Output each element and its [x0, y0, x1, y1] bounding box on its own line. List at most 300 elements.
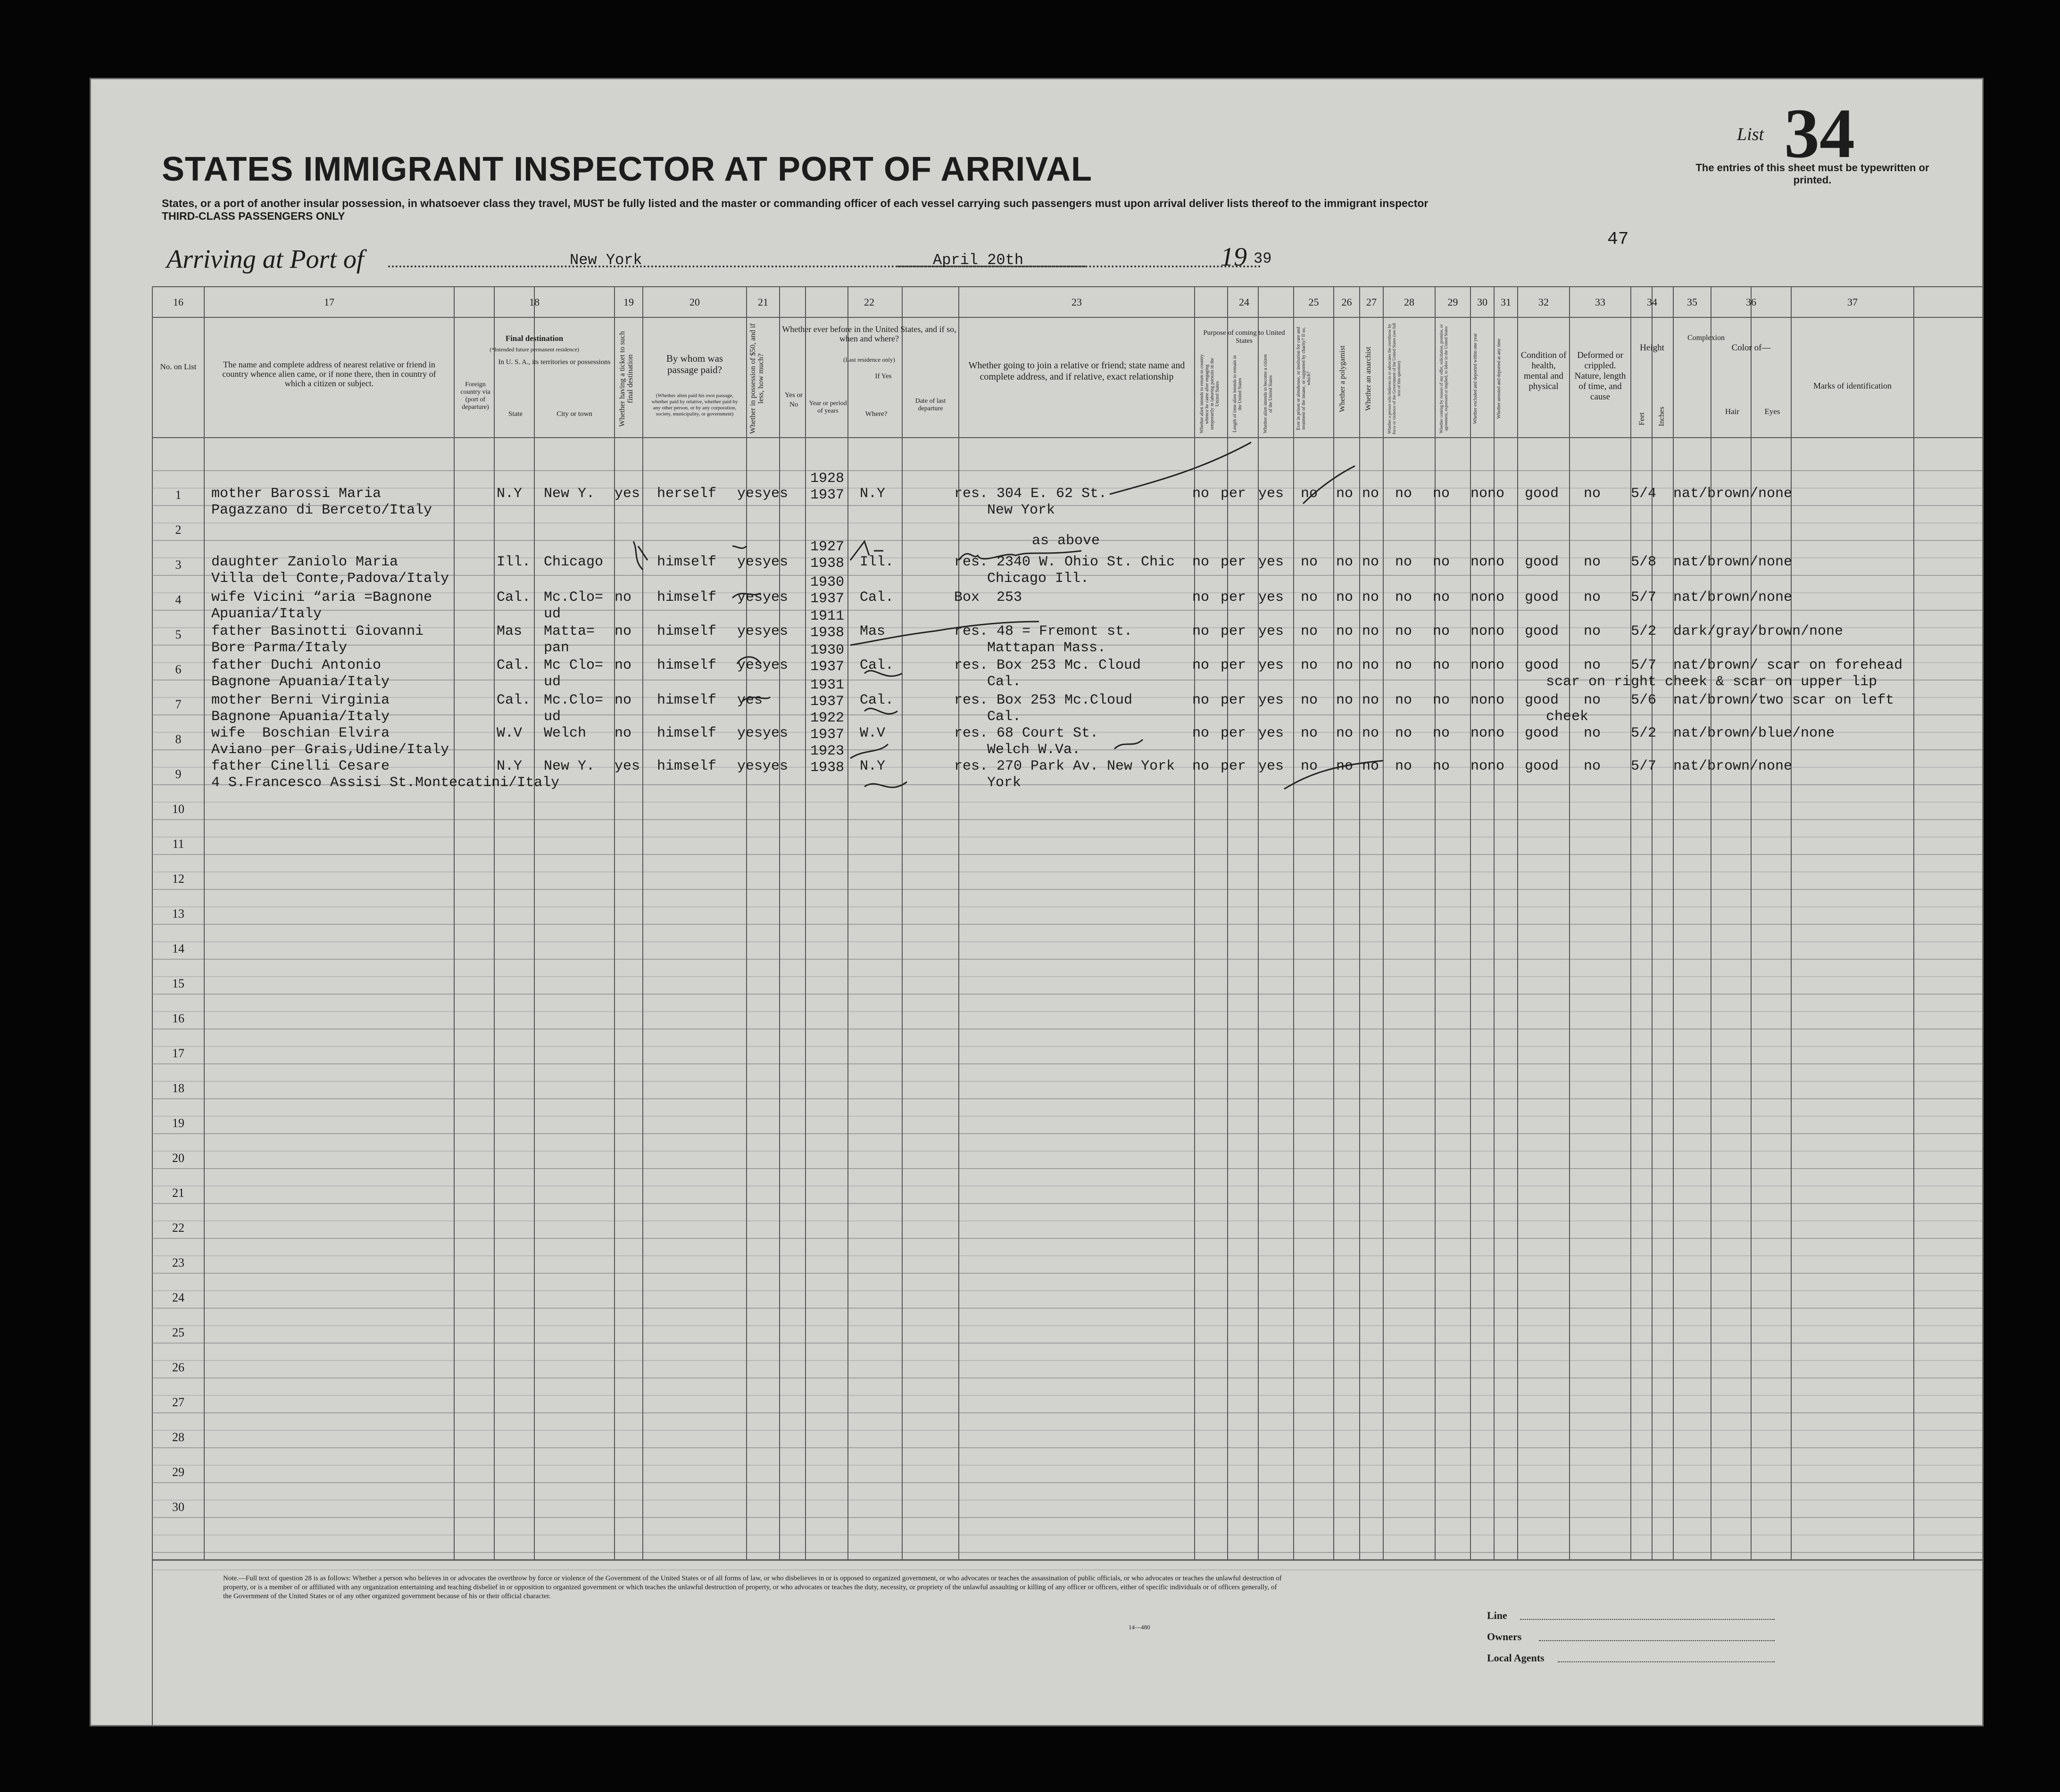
header-yes-or-no: Yes or No — [784, 391, 803, 408]
q29-cell: no — [1433, 554, 1450, 570]
header-q28: Whether a person who believes in or advocates the overthrow by force or violence of the Government of the United States (see full text of this question) — [1387, 323, 1401, 435]
purpose-cell: no — [1192, 692, 1210, 708]
city-cell: Mc.Clo= — [544, 589, 604, 606]
header-hair: Hair — [1725, 407, 1740, 416]
third-class-label: THIRD-CLASS PASSENGERS ONLY — [162, 210, 345, 222]
condition-cell: good — [1525, 589, 1559, 606]
prison-cell: no — [1301, 692, 1318, 708]
relative-name: mother Barossi Maria — [211, 486, 382, 502]
anarchist-cell: no — [1362, 725, 1379, 741]
relative-address: Bore Parma/Italy — [211, 640, 348, 656]
joining-address-cell: Welch W.Va. — [987, 742, 1081, 758]
row-number: 14 — [172, 942, 184, 955]
line-label: Line — [1487, 1609, 1507, 1621]
handwritten-annotations — [91, 79, 1982, 1725]
column-number: 33 — [1595, 296, 1605, 308]
length-cell: per — [1221, 657, 1246, 673]
year-cell: 1938 — [810, 760, 845, 776]
column-number: 18 — [529, 296, 540, 308]
state-cell: N.Y — [497, 758, 523, 774]
column-number: 27 — [1366, 296, 1377, 308]
joining-address-cell: Cal. — [987, 709, 1022, 725]
row-number: 19 — [172, 1116, 184, 1130]
header-final-destination-note: (*Intended future permanent residence) — [490, 346, 579, 353]
joining-cell: res. 270 Park Av. New York — [954, 758, 1175, 774]
purpose-cell: no — [1192, 758, 1210, 774]
column-number: 17 — [324, 296, 334, 308]
relative-address: Pagazzano di Berceto/Italy — [211, 502, 432, 518]
row-number: 6 — [175, 663, 182, 676]
column-number: 21 — [758, 296, 768, 308]
column-number: 30 — [1477, 296, 1487, 308]
city-cont-cell: ud — [544, 674, 561, 690]
row-number: 8 — [175, 732, 182, 746]
state-cell: Cal. — [497, 657, 531, 673]
relative-address: 4 S.Francesco Assisi St.Montecatini/Italy — [211, 775, 560, 791]
description-cell: nat/brown/blue/none — [1673, 725, 1835, 741]
prison-cell: no — [1301, 486, 1318, 502]
state-cell: Mas — [497, 623, 523, 639]
ticket-cell: yes — [615, 758, 640, 774]
purpose-cell: no — [1192, 725, 1210, 741]
description-cell: nat/brown/none — [1673, 589, 1793, 606]
city-cell: New Y. — [544, 486, 595, 502]
row-number: 17 — [172, 1046, 184, 1060]
citizen-cell: yes — [1258, 486, 1284, 502]
joining-address-cell: Chicago Ill. — [987, 571, 1089, 587]
possession-cell: yesyes — [737, 758, 789, 774]
year-cell: 1927 — [810, 539, 845, 555]
deformed-cell: no — [1584, 725, 1601, 741]
row-number: 13 — [172, 907, 184, 921]
q29-cell: no — [1433, 758, 1450, 774]
joining-cell: res. 68 Court St. — [954, 725, 1099, 741]
passage-paid-cell: himself — [657, 623, 717, 639]
owners-label: Owners — [1487, 1631, 1522, 1643]
relative-name: father Basinotti Giovanni — [211, 623, 424, 639]
length-cell: per — [1221, 692, 1246, 708]
header-marks: Marks of identification — [1813, 381, 1892, 390]
arriving-label: Arriving at Port of — [166, 245, 364, 274]
height-cell: 5/7 — [1631, 657, 1657, 673]
city-cont-cell: ud — [544, 709, 561, 725]
polygamist-cell: no — [1336, 623, 1354, 639]
length-cell: per — [1221, 623, 1246, 639]
list-number: 34 — [1784, 94, 1855, 173]
year-cell: 1938 — [810, 625, 845, 641]
relative-name: daughter Zaniolo Maria — [211, 554, 399, 570]
q28-cell: no — [1395, 657, 1412, 673]
ticket-cell: no — [615, 657, 632, 673]
header-if-yes: If Yes — [875, 373, 892, 380]
city-cell: New Y. — [544, 758, 595, 774]
row-number: 21 — [172, 1186, 184, 1200]
where-cell: Cal. — [860, 692, 894, 708]
where-cell: Mas — [860, 623, 886, 639]
possession-cell: yes — [737, 692, 763, 708]
local-agents-label: Local Agents — [1487, 1652, 1545, 1664]
passage-paid-cell: himself — [657, 657, 717, 673]
q30-31-cell: nono — [1470, 486, 1505, 502]
citizen-cell: yes — [1258, 692, 1284, 708]
citizen-cell: yes — [1258, 758, 1284, 774]
q28-cell: no — [1395, 554, 1412, 570]
header-date-last-departure: Date of last departure — [915, 398, 946, 412]
purpose-cell: no — [1192, 623, 1210, 639]
header-in-usa: In U. S. A., its territories or possessions — [498, 358, 611, 366]
q29-cell: no — [1433, 657, 1450, 673]
q28-cell: no — [1395, 486, 1412, 502]
polygamist-cell: no — [1336, 692, 1354, 708]
relative-address: Bagnone Apuania/Italy — [211, 709, 390, 725]
port-value: New York — [570, 251, 642, 269]
state-cell: Cal. — [497, 692, 531, 708]
citizen-cell: yes — [1258, 589, 1284, 606]
citizen-cell: yes — [1258, 725, 1284, 741]
joining-address-cell: Cal. — [987, 674, 1022, 690]
row-number: 12 — [172, 872, 184, 886]
state-cell: N.Y — [497, 486, 523, 502]
joining-cell: res. Box 253 Mc. Cloud — [954, 657, 1141, 673]
relative-name: father Duchi Antonio — [211, 657, 382, 673]
ticket-cell: no — [615, 589, 632, 606]
deformed-cell: no — [1584, 554, 1601, 570]
citizen-cell: yes — [1258, 623, 1284, 639]
row-number: 2 — [175, 523, 182, 537]
joining-cell: res. Box 253 Mc.Cloud — [954, 692, 1133, 708]
purpose-cell: no — [1192, 657, 1210, 673]
page-title: STATES IMMIGRANT INSPECTOR AT PORT OF ARRIVAL — [162, 150, 1092, 188]
polygamist-cell: no — [1336, 486, 1354, 502]
prison-cell: no — [1301, 758, 1318, 774]
header-purpose-a: Whether alien intends to return to country whence he came after engaging temporarily in laboring pursuits in the United States — [1199, 354, 1220, 434]
city-cell: Matta= — [544, 623, 595, 639]
passage-paid-cell: herself — [657, 486, 717, 502]
row-number: 9 — [175, 767, 182, 781]
relative-name: wife Vicini “aria =Bagnone — [211, 589, 432, 606]
row-number: 20 — [172, 1151, 184, 1165]
where-cell: Ill. — [860, 554, 894, 570]
relative-address: Aviano per Grais,Udine/Italy — [211, 742, 449, 758]
anarchist-cell: no — [1362, 657, 1379, 673]
row-number: 24 — [172, 1291, 184, 1304]
joining-address-cell: New York — [987, 502, 1055, 518]
joining-cell: res. 304 E. 62 St. — [954, 486, 1107, 502]
condition-cell: good — [1525, 725, 1559, 741]
row-number: 30 — [172, 1500, 184, 1514]
header-purpose-b: Length of time alien intends to remain in the United States — [1232, 355, 1243, 433]
purpose-cell: no — [1192, 554, 1210, 570]
year-cell: 1922 — [810, 710, 845, 726]
q30-31-cell: nono — [1470, 758, 1505, 774]
year-cell: 1937 — [810, 727, 845, 743]
prison-cell: no — [1301, 554, 1318, 570]
row-number: 23 — [172, 1256, 184, 1269]
year-cell: 1930 — [810, 642, 845, 658]
q28-cell: no — [1395, 725, 1412, 741]
length-cell: per — [1221, 725, 1246, 741]
q30-31-cell: nono — [1470, 589, 1505, 606]
row-number: 5 — [175, 628, 182, 641]
city-cell: Mc.Clo= — [544, 692, 604, 708]
header-q29: Whether coming by reason of any offer, solicitation, promise, or agreement, expressed or implied, to labor in the United States — [1439, 324, 1448, 433]
state-cell: W.V — [497, 725, 523, 741]
header-eyes: Eyes — [1764, 407, 1780, 416]
list-note: The entries of this sheet must be typewritten or printed. — [1695, 162, 1929, 186]
row-number: 25 — [172, 1326, 184, 1339]
anarchist-cell: no — [1362, 692, 1379, 708]
ticket-cell: no — [615, 725, 632, 741]
q30-31-cell: nono — [1470, 554, 1505, 570]
q29-cell: no — [1433, 486, 1450, 502]
row-number: 1 — [175, 488, 182, 502]
q30-31-cell: nono — [1470, 692, 1505, 708]
citizen-cell: yes — [1258, 554, 1284, 570]
state-cell: Ill. — [497, 554, 531, 570]
ticket-cell: yes — [615, 486, 640, 502]
anarchist-cell: no — [1362, 554, 1379, 570]
column-number: 26 — [1341, 296, 1352, 308]
possession-cell: yesyes — [737, 554, 789, 570]
header-purpose: Purpose of coming to United States — [1203, 329, 1285, 345]
row-number: 27 — [172, 1395, 184, 1409]
polygamist-cell: no — [1336, 589, 1354, 606]
where-cell: Cal. — [860, 589, 894, 606]
height-cell: 5/7 — [1631, 758, 1657, 774]
deformed-cell: no — [1584, 657, 1601, 673]
prison-cell: no — [1301, 623, 1318, 639]
length-cell: per — [1221, 554, 1246, 570]
relative-address: Apuania/Italy — [211, 606, 322, 622]
column-number: 34 — [1647, 296, 1657, 308]
header-passage-paid: By whom was passage paid? — [666, 353, 723, 375]
owners-field — [1539, 1640, 1775, 1641]
anarchist-cell: no — [1362, 589, 1379, 606]
state-cell: Cal. — [497, 589, 531, 606]
ticket-cell: no — [615, 623, 632, 639]
q29-cell: no — [1433, 623, 1450, 639]
instructions-line: States, or a port of another insular possession, in whatsoever class they travel, MUST be fully listed and the master or commanding officer of each vessel carrying such passengers must upon arrival deliver lists thereof to the immigrant inspector — [162, 197, 1429, 209]
row-number: 15 — [172, 977, 184, 990]
q28-cell: no — [1395, 589, 1412, 606]
column-number: 24 — [1239, 296, 1249, 308]
row-number: 28 — [172, 1430, 184, 1444]
header-year-period: Year or period of years — [809, 400, 847, 415]
description-cell: nat/brown/none — [1673, 486, 1793, 502]
header-foreign-country: Foreign country via (port of departure) — [460, 381, 490, 411]
column-number: 32 — [1538, 296, 1549, 308]
q29-cell: no — [1433, 589, 1450, 606]
column-number: 37 — [1847, 296, 1858, 308]
anarchist-cell: no — [1362, 758, 1379, 774]
header-condition: Condition of health, mental and physical — [1520, 350, 1567, 391]
deformed-cell: no — [1584, 486, 1601, 502]
citizen-cell: yes — [1258, 657, 1284, 673]
ticket-cell: no — [615, 692, 632, 708]
column-number: 16 — [173, 296, 183, 308]
header-prison: Ever in prison or almshouse, or institution for care and treatment of the insane, or supported by charity? If so, which? — [1296, 327, 1312, 431]
city-cont-cell: ud — [544, 606, 561, 622]
header-state: State — [508, 410, 523, 418]
city-cell: Chicago — [544, 554, 604, 570]
anarchist-cell: no — [1362, 486, 1379, 502]
local-agents-field — [1558, 1661, 1775, 1662]
where-cell: Cal. — [860, 657, 894, 673]
year-cell: 1937 — [810, 487, 845, 503]
possession-cell: yesyes — [737, 725, 789, 741]
year-cell: 1928 — [810, 471, 845, 487]
prison-cell: no — [1301, 657, 1318, 673]
row-number: 11 — [172, 837, 184, 851]
joining-cell: res. 2340 W. Ohio St. Chic — [954, 554, 1175, 570]
year-cell: 1937 — [810, 694, 845, 710]
column-number: 31 — [1501, 296, 1511, 308]
anarchist-cell: no — [1362, 623, 1379, 639]
row-number: 29 — [172, 1465, 184, 1479]
deformed-cell: no — [1584, 758, 1601, 774]
height-cell: 5/2 — [1631, 725, 1657, 741]
q28-cell: no — [1395, 758, 1412, 774]
description-cell: nat/brown/ scar on forehead — [1673, 657, 1903, 673]
header-relative-abroad: The name and complete address of nearest relative or friend in country whence alien came, or if none there, then in country of which a citizen or subject. — [222, 360, 436, 388]
joining-cell: Box 253 — [954, 589, 1031, 606]
q30-31-cell: nono — [1470, 725, 1505, 741]
column-number: 23 — [1072, 296, 1082, 308]
joining-address-cell: York — [987, 775, 1022, 791]
city-cont-cell: pan — [544, 640, 570, 656]
passage-paid-cell: himself — [657, 554, 717, 570]
polygamist-cell: no — [1336, 725, 1354, 741]
length-cell: per — [1221, 486, 1246, 502]
height-cell: 5/8 — [1631, 554, 1657, 570]
description-cell: nat/brown/none — [1673, 758, 1793, 774]
passage-paid-cell: himself — [657, 692, 717, 708]
year-cell: 1938 — [810, 556, 845, 572]
column-number: 36 — [1746, 296, 1756, 308]
row-number: 3 — [175, 558, 182, 572]
condition-cell: good — [1525, 623, 1559, 639]
q30-31-cell: nono — [1470, 657, 1505, 673]
header-complexion: Complexion — [1687, 334, 1725, 342]
q29-cell: no — [1433, 692, 1450, 708]
column-number: 28 — [1404, 296, 1414, 308]
description-cell: nat/brown/none — [1673, 554, 1793, 570]
header-purpose-c: Whether alien intends to become a citizen of the United States — [1263, 354, 1273, 434]
relative-name: mother Berni Virginia — [211, 692, 390, 708]
line-field — [1520, 1619, 1775, 1620]
header-where: Where? — [865, 410, 888, 418]
length-cell: per — [1221, 758, 1246, 774]
year-suffix: 39 — [1254, 250, 1272, 267]
header-height: Height — [1640, 343, 1664, 353]
condition-cell: good — [1525, 758, 1559, 774]
purpose-cell: no — [1192, 486, 1210, 502]
column-number: 20 — [689, 296, 700, 308]
passage-paid-cell: himself — [657, 758, 717, 774]
header-color-of: Color of— — [1731, 343, 1771, 353]
footnote-question-28: Note.—Full text of question 28 is as follows: Whether a person who believes in or advocates the overthrow by force or violence of the Government of the United States or of all forms of law, or who disbelieves in or is opposed to organized government, or who advocates or teaches the assassination of public officials, or who advocates or teaches the unlawful destruction of property, or is a member of or affiliated with any organization entertaining and teaching disbelief in or opposition to organized government or which teaches the unlawful destruction of property, or who advocates or teaches the duty, necessity, or propriety of the unlawful assaulting or killing of any officer or officers, either of specific individuals or of officers generally, of the Government of the United States or of any other organized government because of his or their official character. — [223, 1575, 1282, 1600]
prison-cell: no — [1301, 725, 1318, 741]
row2-as-above: as above — [1032, 533, 1100, 549]
polygamist-cell: no — [1336, 554, 1354, 570]
year-prefix: 19 — [1221, 242, 1247, 272]
year-cell: 1923 — [810, 743, 845, 759]
header-q30: Whether excluded and deported within one year — [1473, 333, 1478, 424]
relative-address: Bagnone Apuania/Italy — [211, 674, 390, 690]
possession-cell: yesyes — [737, 657, 789, 673]
q30-31-cell: nono — [1470, 623, 1505, 639]
polygamist-cell: no — [1336, 657, 1354, 673]
header-polygamist: Whether a polygamist — [1338, 345, 1346, 412]
row-number: 10 — [172, 802, 184, 816]
possession-cell: yesyes — [737, 589, 789, 606]
year-cell: 1911 — [810, 608, 845, 624]
header-feet: Feet — [1638, 412, 1646, 425]
deformed-cell: no — [1584, 623, 1601, 639]
row-number: 7 — [175, 697, 182, 711]
list-label: List — [1737, 124, 1764, 144]
passage-paid-cell: himself — [657, 589, 717, 606]
header-inches: Inches — [1658, 407, 1666, 426]
header-q31: Whether arrested and deported at any time — [1496, 339, 1502, 419]
header-last-residence: (Last residence only) — [843, 356, 895, 363]
column-number: 19 — [623, 296, 634, 308]
relative-address: Villa del Conte,Padova/Italy — [211, 571, 449, 587]
relative-name: father Cinelli Cesare — [211, 758, 390, 774]
q28-cell: no — [1395, 692, 1412, 708]
row-number: 22 — [172, 1221, 184, 1235]
form-code: 14—480 — [1129, 1624, 1150, 1631]
header-deformed: Deformed or crippled. Nature, length of time, and cause — [1574, 350, 1626, 402]
year-cell: 1937 — [810, 591, 845, 607]
purpose-cell: no — [1192, 589, 1210, 606]
condition-cell: good — [1525, 554, 1559, 570]
deformed-cell: no — [1584, 692, 1601, 708]
where-cell: W.V — [860, 725, 886, 741]
description-cell: dark/gray/brown/none — [1673, 623, 1844, 639]
header-final-destination: Final destination — [505, 334, 564, 343]
possession-cell: yesyes — [737, 623, 789, 639]
possession-cell: yesyes — [737, 486, 789, 502]
header-anarchist: Whether an anarchist — [1364, 347, 1372, 411]
q29-cell: no — [1433, 725, 1450, 741]
where-cell: N.Y — [860, 758, 886, 774]
polygamist-cell: no — [1336, 758, 1354, 774]
column-number: 35 — [1687, 296, 1697, 308]
passage-paid-cell: himself — [657, 725, 717, 741]
row-number: 26 — [172, 1361, 184, 1374]
joining-cell: res. 48 = Fremont st. — [954, 623, 1133, 639]
height-cell: 5/4 — [1631, 486, 1657, 502]
header-joining: Whether going to join a relative or friend; state name and complete address, and if relative, exact relationship — [968, 360, 1185, 382]
year-cell: 1930 — [810, 574, 845, 590]
height-cell: 5/2 — [1631, 623, 1657, 639]
manifest-sheet — [90, 78, 1984, 1726]
height-cell: 5/7 — [1631, 589, 1657, 606]
date-value: April 20th — [933, 251, 1024, 269]
joining-address-cell: Mattapan Mass. — [987, 640, 1106, 656]
description-cont-cell: scar on right cheek & scar on upper lip — [1546, 674, 1877, 690]
column-number: 22 — [864, 296, 874, 308]
height-cell: 5/6 — [1631, 692, 1657, 708]
condition-cell: good — [1525, 486, 1559, 502]
row-number: 4 — [175, 593, 182, 606]
header-before-in-us: Whether ever before in the United States, and if so, when and where? — [782, 324, 956, 343]
condition-cell: good — [1525, 692, 1559, 708]
relative-name: wife Boschian Elvira — [211, 725, 390, 741]
where-cell: N.Y — [860, 486, 886, 502]
column-number: 25 — [1308, 296, 1319, 308]
